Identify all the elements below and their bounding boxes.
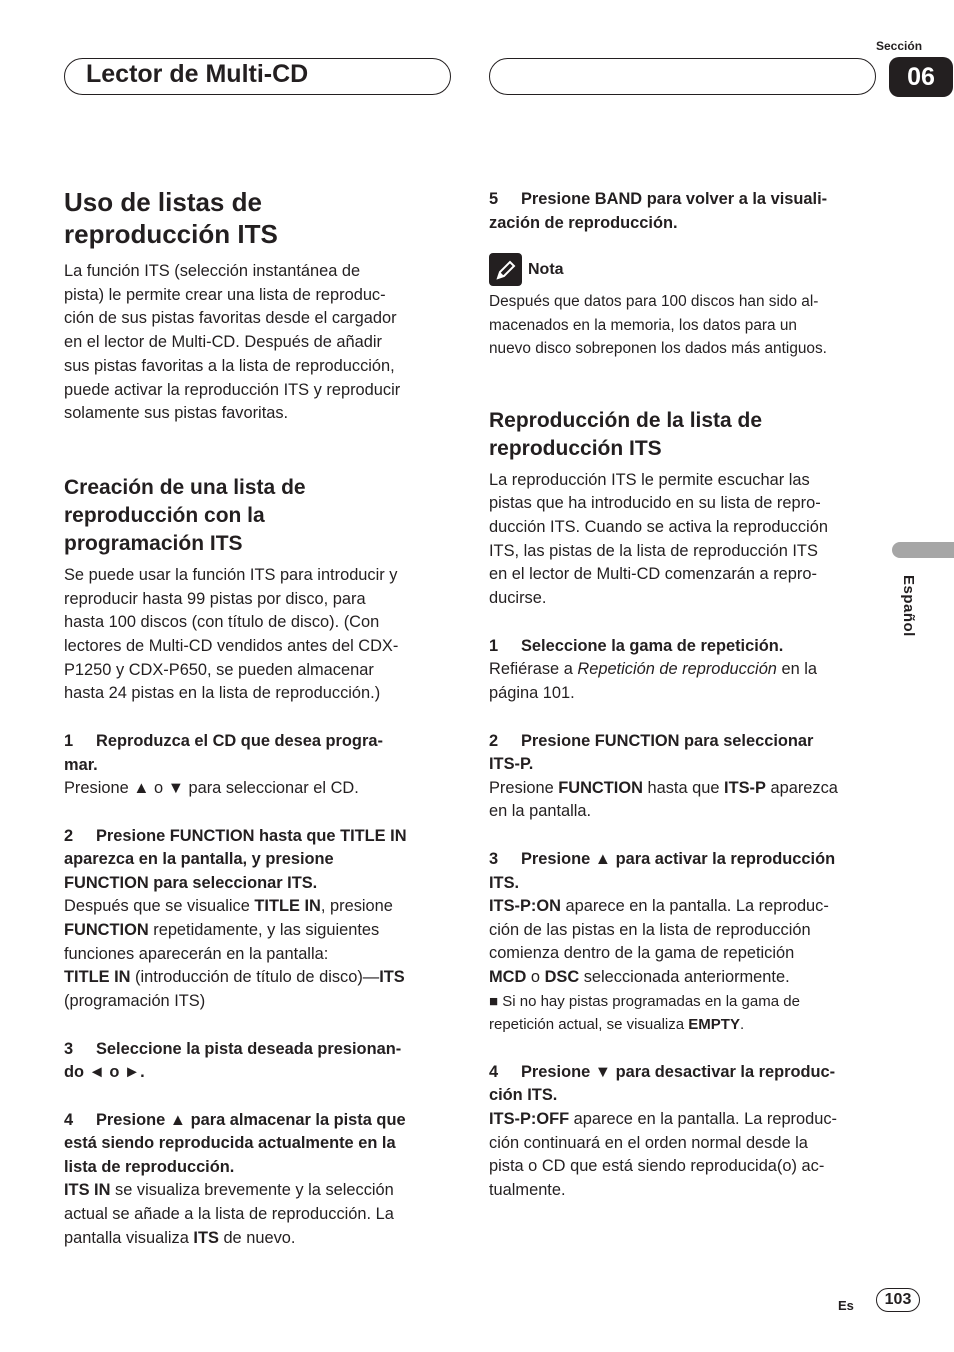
note-block: Nota Después que datos para 100 discos han sido al- macenados en la memoria, los datos para un nuevo disco sobreponen los dados más antiguos. [489, 253, 875, 361]
intro-paragraph: La función ITS (selección instantánea de pista) le permite crear una lista de reproduc- ción de sus pistas favoritas desde el cargador en el lector de Multi-CD. Después de añadir sus pistas favoritas a la lista de reproducción, puede activar la reproducción ITS y reproducir solamente sus pistas favoritas. [64, 262, 401, 423]
step-2: 2 Presione FUNCTION hasta que TITLE IN aparezca en la pantalla, y presione FUNCTION para seleccionar ITS. Después que se visualice TITLE IN, presione FUNCTION repetidamente, y las siguientes funciones aparecerán en la pantalla: TITLE IN (introducción de título de disco)—ITS (programación ITS) [64, 826, 407, 1011]
playback-step-2: 2 Presione FUNCTION para seleccionar ITS-P. Presione FUNCTION hasta que ITS-P aparezca en la pantalla. [489, 731, 838, 821]
page-number: 103 [876, 1288, 920, 1312]
subheading-creation: Creación de una lista de reproducción con la programación ITS [64, 475, 306, 555]
step-3: 3 Seleccione la pista deseada presionan- do ◄ o ►. [64, 1039, 402, 1082]
main-heading: Uso de listas de reproducción ITS [64, 187, 278, 249]
page-header-title: Lector de Multi-CD [86, 60, 309, 88]
header-empty-box [489, 58, 876, 95]
note-label: Nota [528, 260, 564, 278]
pencil-note-icon [489, 253, 522, 286]
footer-language-code: Es [838, 1298, 854, 1313]
playback-step-3: 3 Presione ▲ para activar la reproducción ITS. ITS-P:ON aparece en la pantalla. La reproduc- ción de las pistas en la lista de reproducción comienza dentro de la gama de repetición MCD o DSC seleccionada anteriormente. ■ Si no hay pistas programadas en la gama de repetición actual, se visualiza EMPTY. [489, 848, 875, 1037]
playback-step-1: 1 Seleccione la gama de repetición. Refiérase a Repetición de reproducción en la página 101. [489, 636, 818, 702]
left-column [64, 186, 450, 1250]
step-4: 4 Presione ▲ para almacenar la pista que está siendo reproducida actualmente en la lista de reproducción. ITS IN se visualiza brevemente y la selección actual se añade a la lista de reproducción. La pantalla visualiza ITS de nuevo. [64, 1110, 406, 1247]
right-column [489, 188, 875, 1203]
section-number-badge: 06 [889, 57, 953, 97]
section-label: Sección [876, 39, 923, 53]
subheading-playback: Reproducción de la lista de reproducción ITS [489, 408, 763, 460]
playback-step-4: 4 Presione ▼ para desactivar la reproduc- ción ITS. ITS-P:OFF aparece en la pantalla. La reproduc- ción continuará en el orden normal desde la pista o CD que está siendo reproducida(o) ac- tualmente. [489, 1062, 838, 1199]
step-1: 1 Reproduzca el CD que desea progra- mar. Presione ▲ o ▼ para seleccionar el CD. [64, 732, 383, 798]
creation-paragraph: Se puede usar la función ITS para introducir y reproducir hasta 99 pistas por disco, para hasta 100 discos (con título de disco). (Con lectores de Multi-CD vendidos antes del CDX- P1250 y CDX-P650, se pueden almacenar hasta 24 pistas en la lista de reproducción.) [64, 565, 399, 703]
step-5: 5 Presione BAND para volver a la visuali- zación de reproducción. [489, 190, 828, 232]
language-label: Español [900, 575, 917, 637]
language-tab [892, 542, 954, 558]
playback-step-3-note: ■ Si no hay pistas programadas en la gama de repetición actual, se visualiza EMPTY. [489, 992, 800, 1034]
playback-paragraph: La reproducción ITS le permite escuchar las pistas que ha introducido en su lista de repro- ducción ITS. Cuando se activa la reproducción ITS, las pistas de la lista de reproducción ITS en el lector de Multi-CD comenzarán a repro- ducirse. [489, 470, 828, 608]
